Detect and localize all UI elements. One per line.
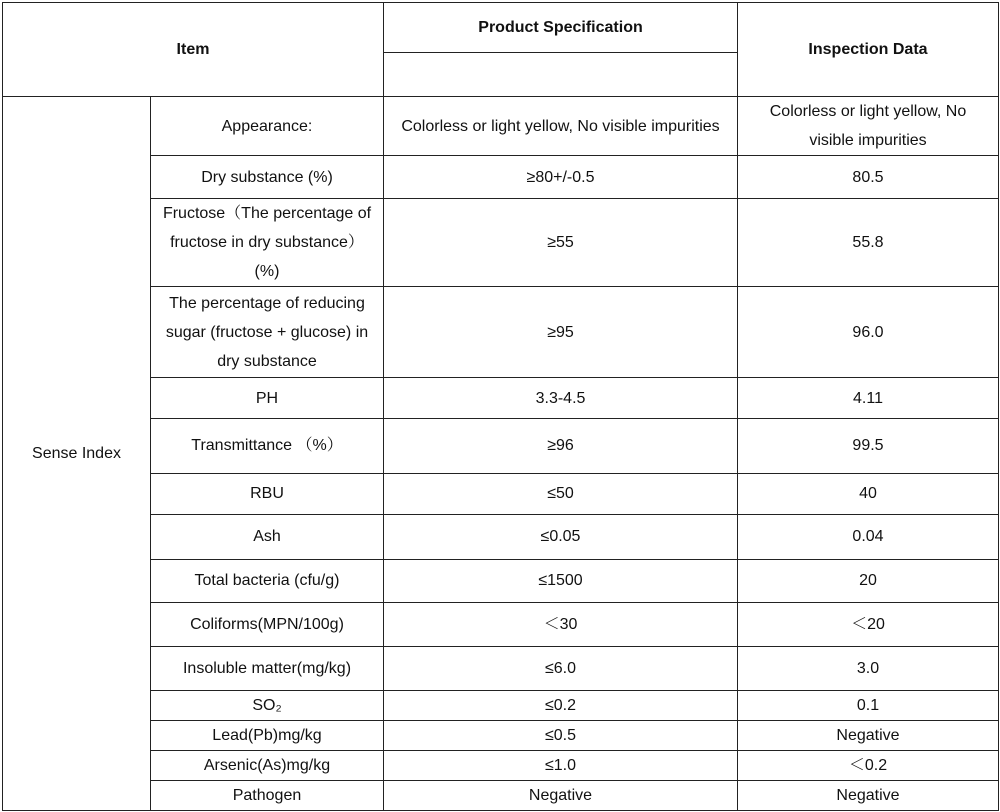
header-inspection-data: Inspection Data <box>738 3 999 97</box>
group-label-sense-index: Sense Index <box>3 97 151 811</box>
row-data: Negative <box>738 720 999 750</box>
row-item: PH <box>151 378 384 419</box>
row-data: 80.5 <box>738 156 999 199</box>
row-data: Negative <box>738 780 999 810</box>
row-spec: ≤1.0 <box>384 750 738 780</box>
row-data: Colorless or light yellow, No visible impurities <box>738 97 999 156</box>
row-spec: ≥95 <box>384 287 738 378</box>
row-spec: ≤1500 <box>384 559 738 602</box>
row-item: The percentage of reducing sugar (fructose + glucose) in dry substance <box>151 287 384 378</box>
row-data: 3.0 <box>738 646 999 690</box>
row-data: 40 <box>738 473 999 514</box>
row-spec: ≥96 <box>384 419 738 473</box>
row-spec: ≤0.2 <box>384 690 738 720</box>
row-data: 0.04 <box>738 514 999 559</box>
row-data: 99.5 <box>738 419 999 473</box>
row-data: 55.8 <box>738 199 999 287</box>
row-item: Ash <box>151 514 384 559</box>
header-product-specification: Product Specification <box>384 3 738 53</box>
row-spec: ≤0.5 <box>384 720 738 750</box>
row-item: Appearance: <box>151 97 384 156</box>
row-spec: ＜30 <box>384 602 738 646</box>
row-data: 96.0 <box>738 287 999 378</box>
row-item: Dry substance (%) <box>151 156 384 199</box>
row-spec: ≤50 <box>384 473 738 514</box>
row-item: Total bacteria (cfu/g) <box>151 559 384 602</box>
row-spec: ≥80+/-0.5 <box>384 156 738 199</box>
row-item: Transmittance （%） <box>151 419 384 473</box>
row-data: 0.1 <box>738 690 999 720</box>
row-item: Coliforms(MPN/100g) <box>151 602 384 646</box>
row-data: 4.11 <box>738 378 999 419</box>
header-item: Item <box>3 3 384 97</box>
row-item: Lead(Pb)mg/kg <box>151 720 384 750</box>
row-item: SO₂ <box>151 690 384 720</box>
row-spec: Colorless or light yellow, No visible impurities <box>384 97 738 156</box>
row-data: ＜0.2 <box>738 750 999 780</box>
row-item: RBU <box>151 473 384 514</box>
row-spec: 3.3-4.5 <box>384 378 738 419</box>
row-data: ＜20 <box>738 602 999 646</box>
row-spec: Negative <box>384 780 738 810</box>
header-spec-blank <box>384 53 738 97</box>
row-item: Pathogen <box>151 780 384 810</box>
spec-table <box>2 2 999 811</box>
row-item: Arsenic(As)mg/kg <box>151 750 384 780</box>
row-spec: ≤6.0 <box>384 646 738 690</box>
row-data: 20 <box>738 559 999 602</box>
row-spec: ≥55 <box>384 199 738 287</box>
row-item: Fructose（The percentage of fructose in dry substance）(%) <box>151 199 384 287</box>
row-item: Insoluble matter(mg/kg) <box>151 646 384 690</box>
row-spec: ≤0.05 <box>384 514 738 559</box>
